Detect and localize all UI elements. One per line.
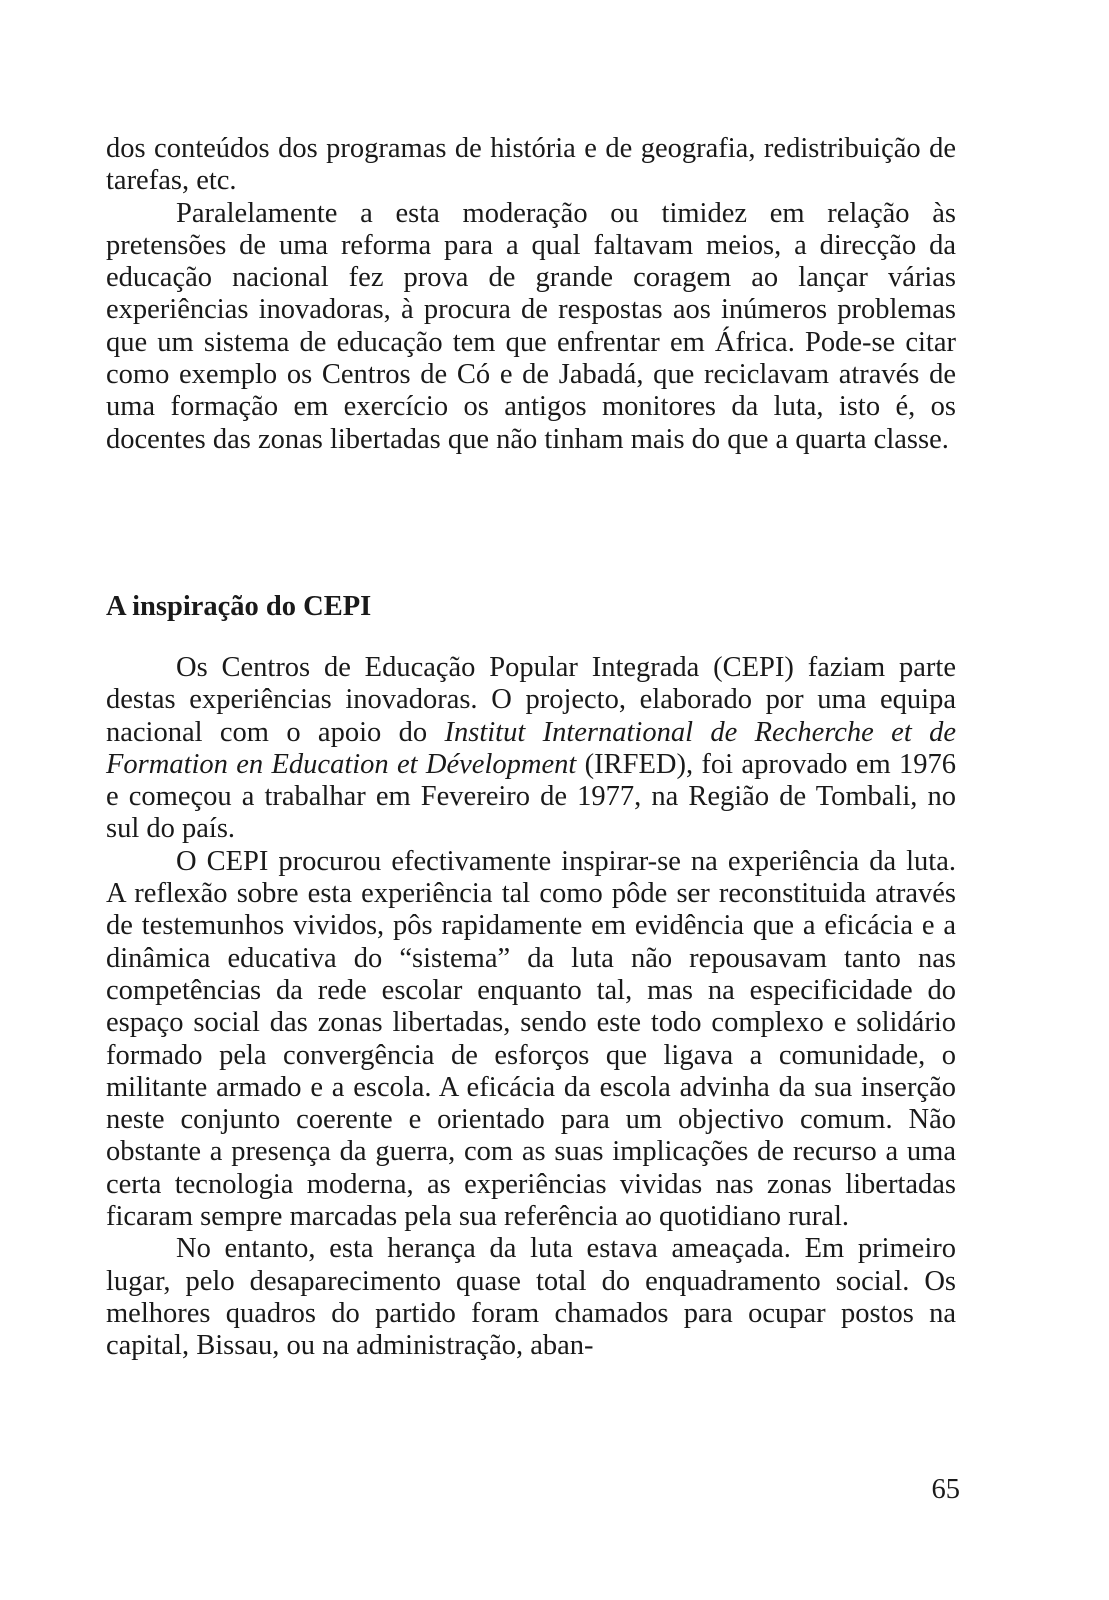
page-number: 65 (931, 1474, 960, 1505)
paragraph-heritage-threat: No entanto, esta herança da luta estava ameaçada. Em primeiro lugar, pelo desaparecimento quase total do enquadramento social. Os melhores quadros do partido foram chamados para ocupar postos na capital, Bissau, ou na administração, aban- (106, 1233, 956, 1362)
cepi-intro-text-start: Os Centros de Educação Popular Integrada (CEPI) faziam parte destas experiências inovadoras. O projecto, elaborado por uma equipa nacional com o apoio do (106, 652, 956, 748)
paragraph-cepi-inspiration: O CEPI procurou efectivamente inspirar-se na experiência da luta. A reflexão sobre esta experiência tal como pôde ser reconstituida através de testemunhos vividos, pôs rapidamente em evidência que a eficácia e a dinâmica educativa do “sistema” da luta não repousavam tanto nas competências da rede escolar enquanto tal, mas na especificidade do espaço social das zonas libertadas, sendo este todo complexo e solidário formado pela convergência de esforços que ligava a comunidade, o militante armado e a escola. A eficácia da escola advinha da sua inserção neste conjunto coerente e orientado para um objectivo comum. Não obstante a presença da guerra, com as suas implicações de recurso a uma certa tecnologia moderna, as experiências vividas nas zonas libertadas ficaram sempre marcadas pela sua referência ao quotidiano rural. (106, 845, 956, 1233)
section-heading: A inspiração do CEPI (106, 591, 372, 622)
paragraph-paralelamente: Paralelamente a esta moderação ou timidez em relação às pretensões de uma reforma para a qual faltavam meios, a direcção da educação nacional fez prova de grande coragem ao lançar várias experiências inovadoras, à procura de respostas aos inúmeros problemas que um sistema de educação tem que enfrentar em África. Pode-se citar como exemplo os Centros de Có e de Jabadá, que reciclavam através de uma formação em exercício os antigos monitores da luta, isto é, os docentes das zonas libertadas que não tinham mais do que a quarta classe. (106, 197, 956, 455)
section-text-block (106, 652, 956, 1363)
top-text-block (106, 133, 956, 456)
institute-name-italic: Institut International de Recherche et de Formation en Education et Dévelopment (106, 716, 957, 780)
paragraph-cepi-intro (106, 652, 956, 846)
cepi-intro-text-end: (IRFED), foi aprovado em 1976 e começou a trabalhar em Fevereiro de 1977, na Região de Tombali, no sul do país. (106, 748, 956, 845)
paragraph-continuation: dos conteúdos dos programas de história e de geografia, redistribuição de tarefas, etc. (106, 133, 956, 197)
